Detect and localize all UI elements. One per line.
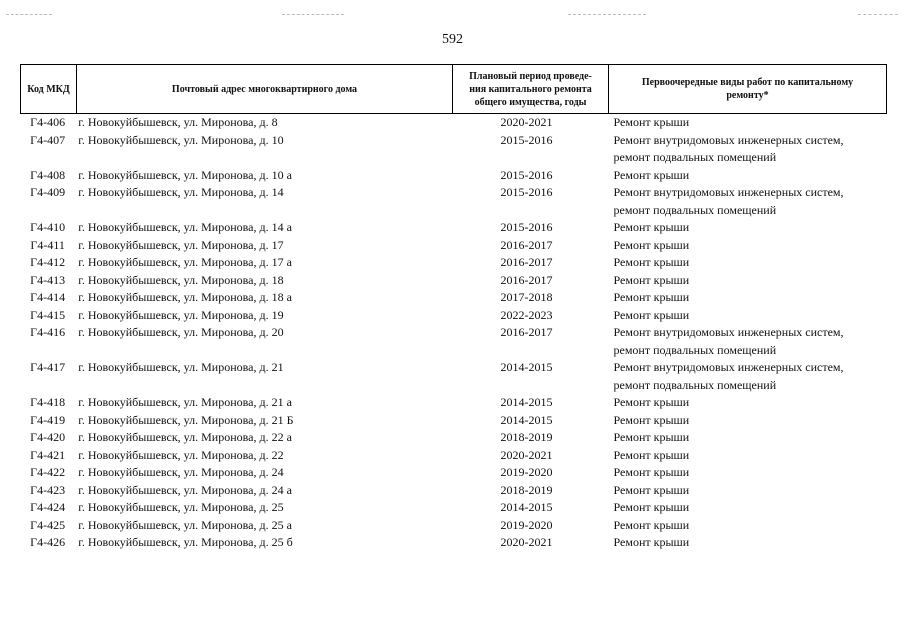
cell-code: Г4-419 [30, 412, 66, 427]
cell-period: 2016-2017 [500, 272, 553, 287]
table-row [20, 429, 887, 447]
table-row [20, 219, 887, 237]
header-code: Код МКД [21, 65, 77, 113]
cell-period: 2016-2017 [500, 237, 553, 252]
scan-mark [282, 14, 344, 15]
cell-address: г. Новокуйбышевск, ул. Миронова, д. 22 [78, 447, 284, 462]
cell-works: Ремонт крыши [613, 500, 690, 514]
cell-address: г. Новокуйбышевск, ул. Миронова, д. 19 [78, 307, 284, 322]
table-row [20, 394, 887, 412]
table-header [20, 64, 887, 114]
cell-period: 2015-2016 [500, 167, 553, 182]
cell-code: Г4-422 [30, 465, 66, 479]
cell-address: г. Новокуйбышевск, ул. Миронова, д. 17 [78, 237, 284, 252]
table-body [20, 114, 887, 552]
cell-address: г. Новокуйбышевск, ул. Миронова, д. 25 [78, 500, 284, 514]
table-row [20, 307, 887, 325]
header-period-text: Плановый период проведе- ния капитального ремонта общего имущества, годы [469, 70, 592, 108]
cell-address: г. Новокуйбышевск, ул. Миронова, д. 14 а [78, 220, 292, 234]
header-period [453, 65, 609, 113]
cell-works: Ремонт крыши [613, 237, 690, 252]
cell-period: 2015-2016 [500, 132, 553, 147]
cell-works: Ремонт крыши [613, 255, 690, 269]
table-row [20, 324, 887, 359]
cell-code: Г4-415 [30, 307, 66, 322]
cell-address: г. Новокуйбышевск, ул. Миронова, д. 21 Б [78, 412, 294, 427]
cell-code: Г4-420 [30, 430, 66, 444]
cell-period: 2018-2019 [500, 482, 553, 497]
cell-code: Г4-416 [30, 325, 66, 339]
cell-period: 2016-2017 [500, 325, 553, 339]
cell-address: г. Новокуйбышевск, ул. Миронова, д. 8 [78, 115, 278, 129]
cell-period: 2020-2021 [500, 535, 553, 549]
cell-period: 2020-2021 [500, 115, 553, 129]
cell-address: г. Новокуйбышевск, ул. Миронова, д. 18 [78, 272, 284, 287]
table-row [20, 167, 887, 185]
cell-works: Ремонт крыши [613, 220, 690, 234]
cell-address: г. Новокуйбышевск, ул. Миронова, д. 25 б [78, 535, 293, 549]
scan-mark [858, 14, 898, 15]
cell-code: Г4-411 [30, 237, 65, 252]
cell-works: Ремонт крыши [613, 115, 690, 129]
table-row [20, 359, 887, 394]
cell-address: г. Новокуйбышевск, ул. Миронова, д. 25 а [78, 517, 292, 532]
table-row [20, 412, 887, 430]
cell-code: Г4-407 [30, 132, 66, 147]
cell-code: Г4-421 [30, 447, 66, 462]
cell-code: Г4-414 [30, 290, 66, 304]
cell-works: Ремонт крыши [613, 395, 690, 409]
cell-works: Ремонт внутридомовых инженерных систем, ремонт подвальных помещений [613, 325, 844, 357]
table-row [20, 534, 887, 552]
cell-code: Г4-417 [30, 360, 66, 374]
cell-address: г. Новокуйбышевск, ул. Миронова, д. 24 а [78, 482, 292, 497]
table-row [20, 114, 887, 132]
cell-address: г. Новокуйбышевск, ул. Миронова, д. 21 а [78, 395, 292, 409]
table-row [20, 184, 887, 219]
cell-address: г. Новокуйбышевск, ул. Миронова, д. 22 а [78, 430, 292, 444]
cell-works: Ремонт крыши [613, 167, 690, 182]
cell-works: Ремонт внутридомовых инженерных систем, ремонт подвальных помещений [613, 360, 844, 392]
cell-code: Г4-412 [30, 255, 66, 269]
cell-address: г. Новокуйбышевск, ул. Миронова, д. 24 [78, 465, 284, 479]
cell-address: г. Новокуйбышевск, ул. Миронова, д. 14 [78, 185, 284, 199]
cell-period: 2014-2015 [500, 360, 553, 374]
table-row [20, 447, 887, 465]
cell-code: Г4-409 [30, 185, 66, 199]
cell-period: 2015-2016 [500, 185, 553, 199]
cell-works: Ремонт крыши [613, 412, 690, 427]
cell-period: 2022-2023 [500, 307, 553, 322]
cell-period: 2014-2015 [500, 395, 553, 409]
scan-mark [6, 14, 52, 15]
cell-address: г. Новокуйбышевск, ул. Миронова, д. 18 а [78, 290, 292, 304]
cell-code: Г4-426 [30, 535, 66, 549]
cell-works: Ремонт крыши [613, 290, 690, 304]
header-works-text: Первоочередные виды работ по капитальному ремонту* [641, 77, 854, 101]
cell-period: 2018-2019 [500, 430, 553, 444]
cell-period: 2017-2018 [500, 290, 553, 304]
cell-works: Ремонт крыши [613, 535, 690, 549]
cell-period: 2020-2021 [500, 447, 553, 462]
cell-code: Г4-418 [30, 395, 66, 409]
table-row [20, 499, 887, 517]
cell-works: Ремонт крыши [613, 430, 690, 444]
cell-works: Ремонт крыши [613, 307, 690, 322]
table-row [20, 237, 887, 255]
cell-period: 2019-2020 [500, 465, 553, 479]
table-row [20, 464, 887, 482]
cell-period: 2014-2015 [500, 500, 553, 514]
cell-period: 2014-2015 [500, 412, 553, 427]
cell-period: 2016-2017 [500, 255, 553, 269]
cell-code: Г4-423 [30, 482, 66, 497]
cell-address: г. Новокуйбышевск, ул. Миронова, д. 10 [78, 132, 284, 147]
table-row [20, 517, 887, 535]
table-row [20, 254, 887, 272]
house-repair-table [20, 64, 887, 552]
cell-period: 2019-2020 [500, 517, 553, 532]
cell-address: г. Новокуйбышевск, ул. Миронова, д. 20 [78, 325, 284, 339]
cell-address: г. Новокуйбышевск, ул. Миронова, д. 21 [78, 360, 284, 374]
cell-works: Ремонт крыши [613, 517, 690, 532]
page-number: 592 [442, 32, 463, 47]
cell-works: Ремонт крыши [613, 465, 690, 479]
header-address: Почтовый адрес многоквартирного дома [77, 65, 453, 113]
cell-works: Ремонт крыши [613, 482, 690, 497]
cell-address: г. Новокуйбышевск, ул. Миронова, д. 10 а [78, 167, 292, 182]
header-works [609, 65, 886, 113]
table-row [20, 482, 887, 500]
cell-code: Г4-410 [30, 220, 66, 234]
cell-works: Ремонт крыши [613, 447, 690, 462]
scan-mark [568, 14, 646, 15]
cell-code: Г4-424 [30, 500, 66, 514]
table-row [20, 272, 887, 290]
table-row [20, 289, 887, 307]
table-row [20, 132, 887, 167]
cell-code: Г4-425 [30, 517, 66, 532]
cell-code: Г4-408 [30, 167, 66, 182]
cell-works: Ремонт крыши [613, 272, 690, 287]
cell-code: Г4-406 [30, 115, 66, 129]
cell-code: Г4-413 [30, 272, 66, 287]
cell-works: Ремонт внутридомовых инженерных систем, ремонт подвальных помещений [613, 185, 844, 217]
cell-period: 2015-2016 [500, 220, 553, 234]
cell-address: г. Новокуйбышевск, ул. Миронова, д. 17 а [78, 255, 292, 269]
cell-works: Ремонт внутридомовых инженерных систем, ремонт подвальных помещений [613, 132, 844, 164]
